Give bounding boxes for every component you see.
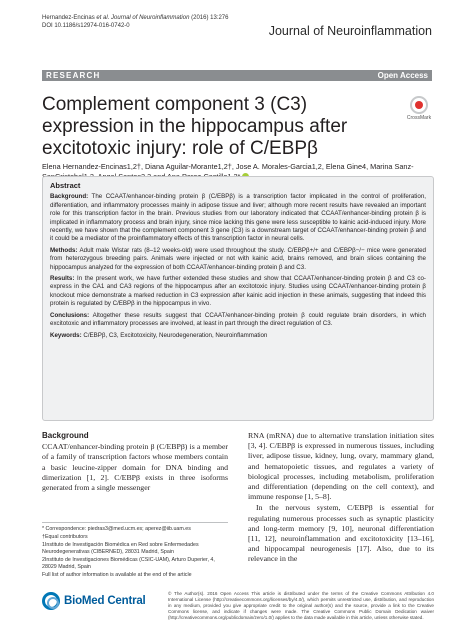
abstract-heading: Abstract	[50, 181, 81, 190]
background-paragraph: CCAAT/enhancer-binding protein β (C/EBPβ) is a member of a family of transcription factors whose members contain a basic leucine-zipper domain for DNA binding and dimerization [1, 2]. C/EBPβ exists in three isoforms generated from a single messenger	[42, 442, 228, 493]
body-left-column	[42, 431, 228, 493]
citation-journal: Journal of Neuroinflammation	[109, 15, 190, 21]
author-names: Elena Hernandez-Encinas1,2†, Diana Aguilar-Morante1,2†, Jose A. Morales-Garcia1,2, Elena Gine4, Marina Sanz-	[42, 162, 414, 171]
article-title: Complement component 3 (C3) expression in the hippocampus after excitotoxic injury: role of C/EBPβ	[42, 94, 348, 159]
footnote-full-list: Full list of author information is available at the end of the article	[42, 572, 192, 578]
abstract-methods-text: Adult male Wistar rats (8–12 weeks-old) were used throughout the study. C/EBPβ+/+ and C/EBPβ−/− mice were generated from heterozygous breeding pairs. Animals were injected or not with kainic acid, brains removed, and brain slices containing the hippocampus analyzed for the expression of both CCAAT/enhancer-binding protein β and C3.	[50, 246, 426, 271]
abstract-methods-label: Methods:	[50, 246, 78, 254]
right-paragraph-2: In the nervous system, C/EBPβ is essential for regulating numerous processes such as synaptic plasticity and long-term memory [9, 10], neuronal differentiation [11, 12], neuroinflammation and excitotoxicity [13–16], and hippocampal neurogenesis [17]. Also, due to its relevance in the	[248, 503, 434, 564]
abstract-box	[42, 176, 434, 421]
section-label: RESEARCH	[46, 71, 101, 80]
footnote-affiliation-1: 1Instituto de Investigación Biomédica en Red sobre Enfermedades Neurodegenerativas (CIBERNED), 28031 Madrid, Spain	[42, 542, 199, 555]
citation-header	[42, 14, 228, 30]
abstract-conclusions	[50, 312, 426, 329]
abstract-results-label: Results:	[50, 275, 75, 283]
right-paragraph-1: RNA (mRNA) due to alternative translation initiation sites [3, 4]. C/EBPβ is expressed in numerous tissues, including liver, adipose tissue, kidney, lung, ovary, mammary gland, and hematopoietic tissues, and regulates a variety of biological processes, including metabolism, proliferation and differentiation (depending on the cell context), and immune response [1, 5–8].	[248, 431, 434, 502]
open-access-label: Open Access	[377, 71, 428, 80]
biomed-central-ring-icon	[42, 592, 60, 610]
abstract-background-label: Background:	[50, 193, 89, 201]
abstract-background-text: The CCAAT/enhancer-binding protein β (C/EBPβ) is a transcription factor implicated in the control of proliferation, differentiation, and inflammatory processes mainly in adipose tissue and liver; although more recent results have revealed an important role for this transcription factor in the brain. Previous studies from our laboratory indicated that CCAAT/enhancer-binding protein β is implicated in inflammatory process and brain injury, since mice lacking this gene were less susceptible to kainic acid-induced injury. More recently, we have shown that the complement component 3 gene (C3) is a downstream target of CCAAT/enhancer-binding protein β and it could be a mediator of the proinflammatory effects of this transcription factor in neural cells.	[50, 193, 426, 243]
abstract-background	[50, 193, 426, 243]
publisher-name: BioMed Central	[64, 595, 146, 607]
citation-authors: Hernandez-Encinas	[42, 15, 97, 21]
footnote-correspondence[interactable]: * Correspondence: piedras3@med.ucm.es; aperez@iib.uam.es	[42, 526, 191, 532]
abstract-results	[50, 275, 426, 309]
body-right-column	[248, 431, 434, 565]
crossmark-badge[interactable]	[406, 96, 432, 121]
abstract-results-text: In the present work, we have further extended these studies and show that CCAAT/enhancer-binding protein β and C3 co-express in the CA1 and CA3 regions of the hippocampus after an excitotoxic injury. Studies using CCAAT/enhancer-binding protein β knockout mice demonstrate a marked reduction in C3 expression after kainic acid injection in these animals, suggesting that indeed this protein is regulated by C/EBPβ in the hippocampus in vivo.	[50, 275, 426, 308]
footnote-affiliation-2: 2Instituto de Investigaciones Biomédicas (CSIC-UAM), Arturo Duperier, 4, 28029 Madrid, Spain	[42, 557, 215, 570]
footnotes	[42, 522, 228, 580]
citation-etal: et al.	[96, 15, 110, 21]
abstract-methods	[50, 247, 426, 272]
keywords-label: Keywords:	[50, 331, 82, 339]
abstract-keywords	[50, 332, 426, 340]
crossmark-icon	[410, 96, 428, 114]
keywords-text: C/EBPβ, C3, Excitotoxicity, Neurodegeneration, Neuroinflammation	[81, 331, 268, 339]
abstract-conclusions-label: Conclusions:	[50, 311, 90, 319]
citation-line-1	[42, 14, 228, 22]
biomed-central-logo[interactable]	[42, 590, 157, 614]
journal-name: Journal of Neuroinflammation	[268, 24, 432, 38]
citation-doi[interactable]: DOI 10.1186/s12974-016-0742-0	[42, 23, 130, 29]
abstract-conclusions-text: Altogether these results suggest that CCAAT/enhancer-binding protein β could regulate brain disorders, in which excitotoxic and inflammatory processes are involved, at least in part through the direct regulation of C3.	[50, 311, 426, 328]
footnote-equal-contrib: †Equal contributors	[42, 534, 88, 540]
license-text: © The Author(s). 2016 Open Access This article is distributed under the terms of the Creative Commons Attribution 4.0 International License (http://creativecommons.org/licenses/by/4.0/), which permits unrestricted use, distribution, and reproduction in any medium, provided you give appropriate credit to the original author(s) and the source, provide a link to the Creative Commons license, and indicate if changes were made. The Creative Commons Public Domain Dedication waiver (http://creativecommons.org/publicdomain/zero/1.0/) applies to the data made available in this article, unless otherwise stated.	[168, 591, 434, 620]
section-banner	[42, 70, 432, 81]
crossmark-label: CrossMark	[406, 115, 432, 121]
citation-year: (2016) 13:276	[189, 15, 229, 21]
background-heading: Background	[42, 431, 89, 440]
